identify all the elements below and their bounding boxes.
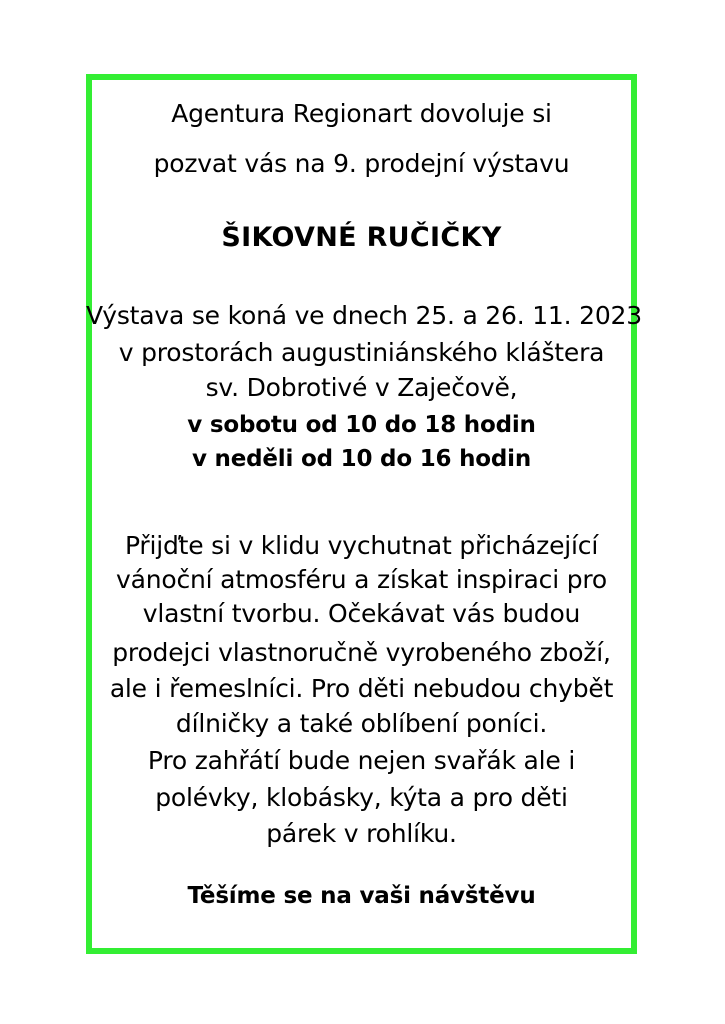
details-line-2: v prostorách augustiniánského kláštera [118, 338, 605, 367]
description-line-4: prodejci vlastnoručně vyrobeného zboží, [112, 638, 611, 667]
closing-line: Těšíme se na vaši návštěvu [187, 883, 536, 909]
saturday-hours: v sobotu od 10 do 18 hodin [187, 412, 536, 438]
invitation-line-2: pozvat vás na 9. prodejní výstavu [153, 149, 570, 178]
description-line-5: ale i řemeslníci. Pro děti nebudou chybět [109, 674, 614, 703]
description-line-1: Přijďte si v klidu vychutnat přicházející [124, 531, 599, 560]
invitation-line-1: Agentura Regionart dovoluje si [171, 99, 552, 128]
description-line-9: párek v rohlíku. [266, 819, 457, 848]
sunday-hours: v neděli od 10 do 16 hodin [191, 446, 532, 472]
details-line-1: Výstava se koná ve dnech 25. a 26. 11. 2023 [86, 301, 642, 330]
description-line-2: vánoční atmosféru a získat inspiraci pro [115, 565, 607, 594]
details-line-3: sv. Dobrotivé v Zaječově, [205, 373, 518, 402]
description-line-8: polévky, klobásky, kýta a pro děti [155, 783, 568, 812]
event-title: ŠIKOVNÉ RUČIČKY [221, 222, 502, 253]
description-line-6: dílničky a také oblíbení poníci. [175, 709, 548, 738]
description-line-7: Pro zahřátí bude nejen svařák ale i [147, 746, 576, 775]
description-line-3: vlastní tvorbu. Očekávat vás budou [142, 599, 581, 628]
